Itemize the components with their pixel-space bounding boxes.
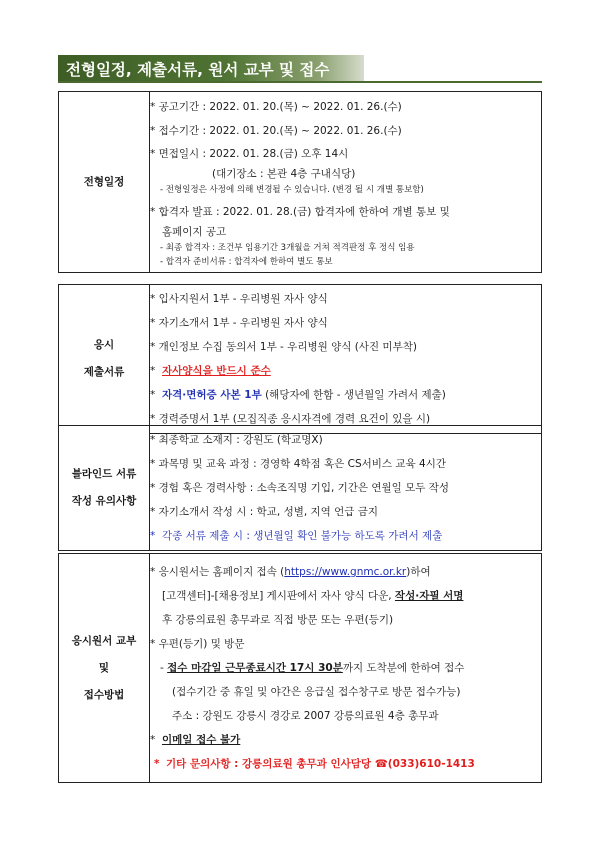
- blind-guide-line: * 자기소개서 작성 시 : 학교, 성별, 지역 언급 금지: [150, 506, 379, 518]
- application-line: 후 강릉의료원 총무과로 직접 방문 또는 우편(등기): [162, 614, 394, 626]
- application-label: 응시원서 교부 및 접수방법: [59, 554, 150, 783]
- application-table: [58, 553, 542, 783]
- schedule-label: 전형일정: [59, 92, 150, 273]
- blind-guide-line: * 과목명 및 교육 과정 : 경영학 4학점 혹은 CS서비스 교육 4시간: [150, 458, 447, 470]
- schedule-content: [150, 92, 542, 273]
- application-line-contact: * 기타 문의사항 : 강릉의료원 총무과 인사담당 ☎(033)610-1413: [154, 758, 475, 770]
- homepage-link[interactable]: https://www.gnmc.or.kr: [284, 566, 407, 578]
- documents-table: [58, 284, 542, 434]
- schedule-line: * 공고기간 : 2022. 01. 20.(목) ~ 2022. 01. 26.(수): [150, 101, 402, 113]
- blind-guide-content: [150, 426, 542, 551]
- schedule-note: - 최종 합격자 : 조건부 임용기간 3개월을 거쳐 적격판정 후 정식 임용: [160, 243, 415, 253]
- schedule-table: [58, 91, 542, 273]
- documents-line-required-form: * 자사양식을 반드시 준수: [150, 365, 271, 377]
- blind-guide-label: 블라인드 서류 작성 유의사항: [59, 426, 150, 551]
- schedule-line: * 접수기간 : 2022. 01. 20.(목) ~ 2022. 01. 26.(수): [150, 125, 402, 137]
- blind-guide-line: * 최종학교 소재지 : 강원도 (학교명X): [150, 434, 323, 446]
- schedule-line: * 면접일시 : 2022. 01. 28.(금) 오후 14시: [150, 148, 349, 160]
- blind-guide-line-highlight: * 각종 서류 제출 시 : 생년월일 확인 불가능 하도록 가려서 제출: [150, 530, 443, 542]
- section-title: 전형일정, 제출서류, 원서 교부 및 접수: [66, 61, 330, 79]
- application-line: * 응시원서는 홈페이지 접속 (https://www.gnmc.or.kr)하여: [150, 566, 431, 578]
- documents-line: * 개인정보 수집 동의서 1부 - 우리병원 양식 (사진 미부착): [150, 341, 417, 353]
- documents-label: 응시 제출서류: [59, 285, 150, 434]
- application-content: [150, 554, 542, 783]
- schedule-note: - 합격자 준비서류 : 합격자에 한하여 별도 통보: [160, 257, 333, 267]
- documents-content: [150, 285, 542, 434]
- application-line: * 우편(등기) 및 방문: [150, 638, 245, 650]
- application-line: [고객센터]-[채용정보] 게시판에서 자사 양식 다운, 작성·자필 서명: [162, 590, 464, 602]
- schedule-line: * 합격자 발표 : 2022. 01. 28.(금) 합격자에 한하여 개별 통보 및: [150, 206, 450, 218]
- documents-line: * 입사지원서 1부 - 우리병원 자사 양식: [150, 293, 328, 305]
- documents-line: * 경력증명서 1부 (모집직종 응시자격에 경력 요건이 있을 시): [150, 413, 431, 425]
- schedule-line: (대기장소 : 본관 4층 구내식당): [212, 168, 356, 180]
- blind-guide-table: [58, 425, 542, 551]
- application-line-no-email: * 이메일 접수 불가: [150, 734, 241, 746]
- application-line-deadline: - 접수 마감일 근무종료시간 17시 30분까지 도착분에 한하여 접수: [160, 662, 465, 674]
- documents-line: * 자기소개서 1부 - 우리병원 자사 양식: [150, 317, 328, 329]
- application-line: 주소 : 강원도 강릉시 경강로 2007 강릉의료원 4층 총무과: [172, 710, 439, 722]
- documents-line-license: * 자격·면허증 사본 1부 (해당자에 한함 - 생년월일 가려서 제출): [150, 389, 446, 401]
- section-banner: [58, 55, 364, 82]
- title-underline: [58, 81, 542, 83]
- application-line: (접수기간 중 휴일 및 야간은 응급실 접수창구로 방문 접수가능): [172, 686, 461, 698]
- schedule-note: - 전형일정은 사정에 의해 변경될 수 있습니다. (변경 될 시 개별 통보함): [160, 185, 424, 195]
- schedule-line: 홈페이지 공고: [162, 226, 227, 238]
- blind-guide-line: * 경험 혹은 경력사항 : 소속조직명 기입, 기간은 연월일 모두 작성: [150, 482, 450, 494]
